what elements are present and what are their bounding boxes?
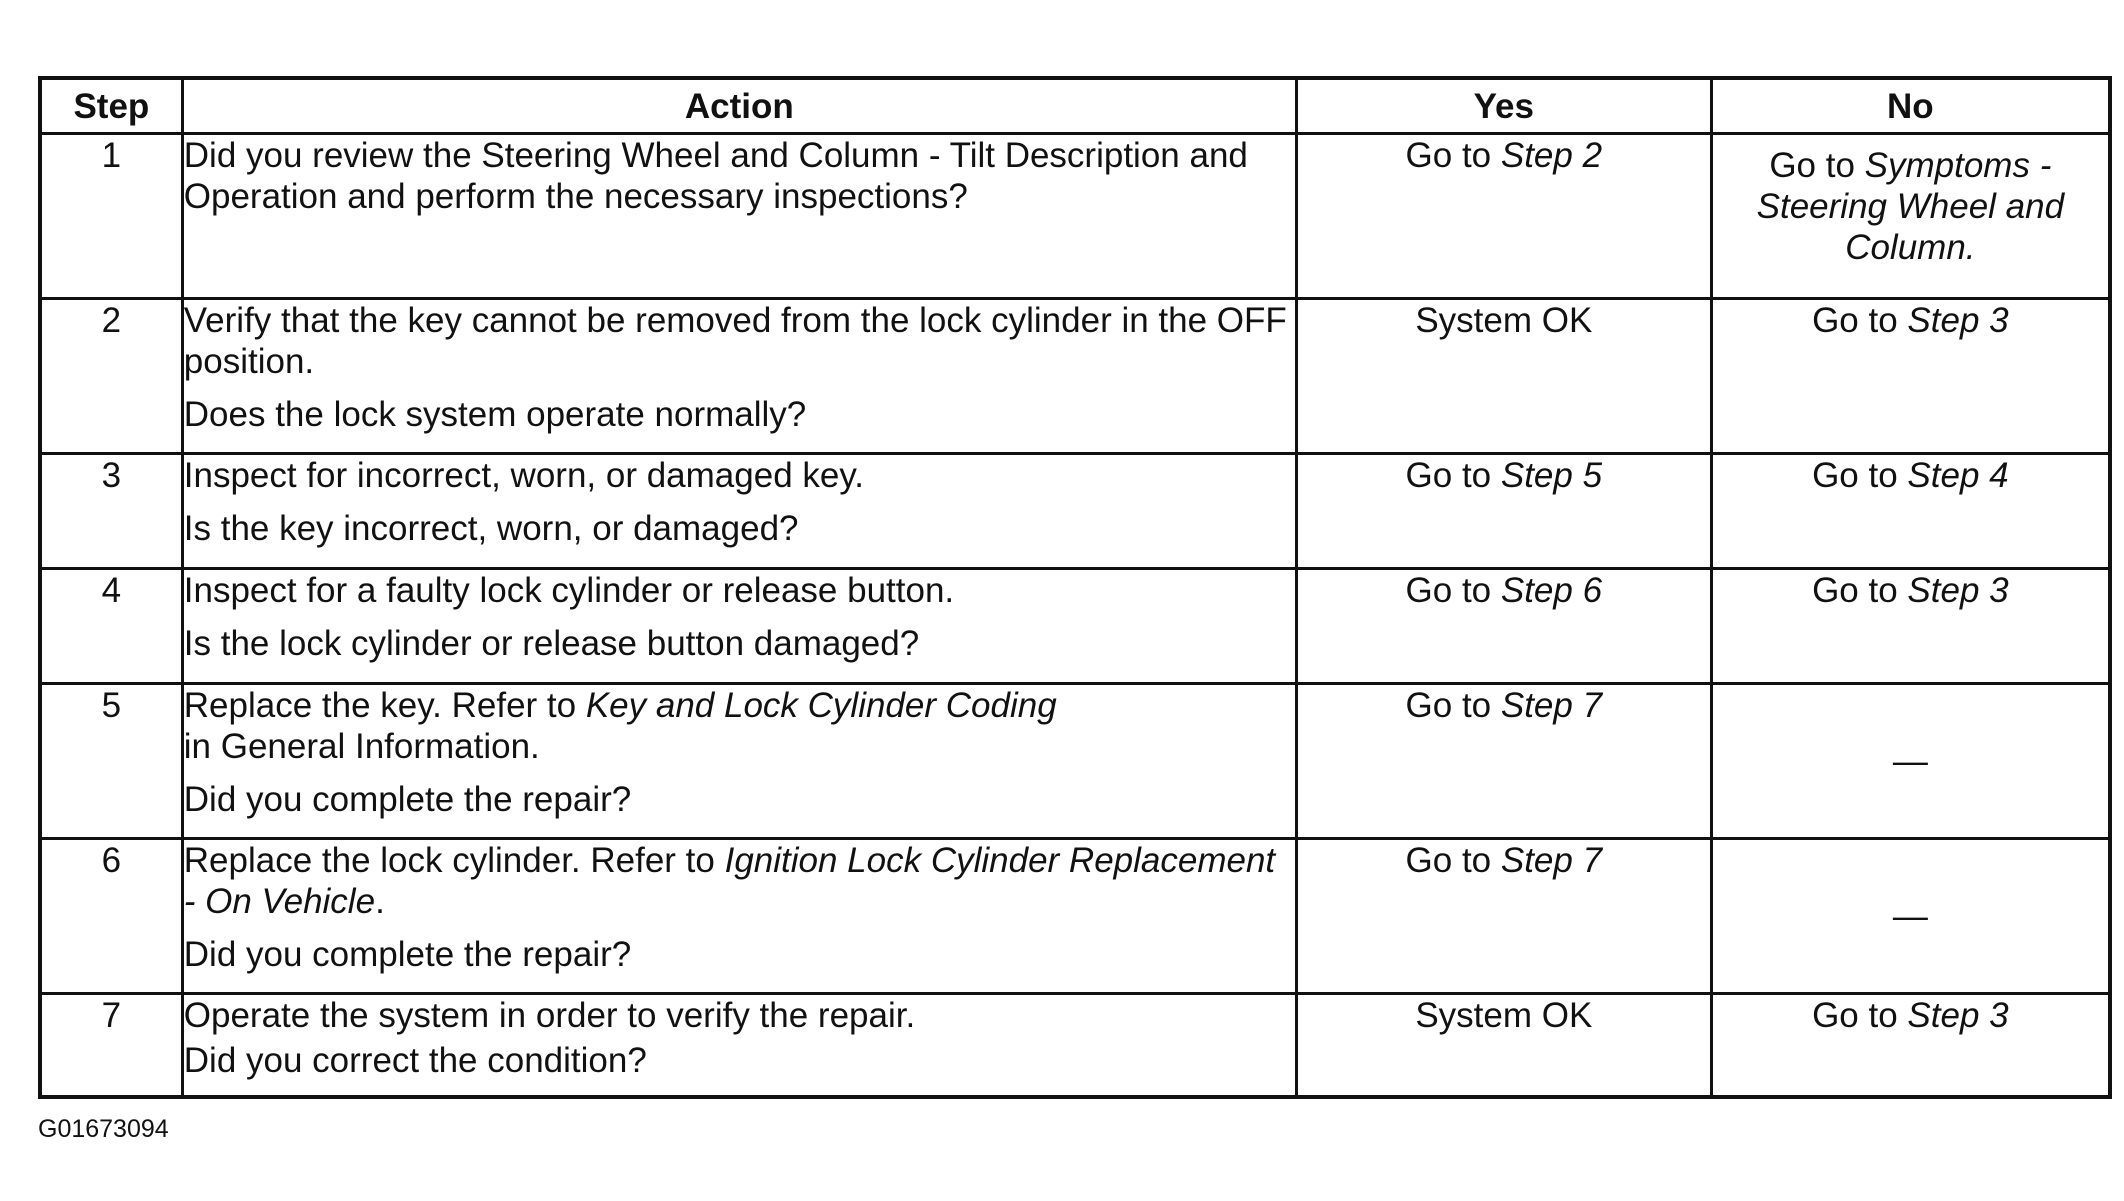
step-number: 4 xyxy=(40,569,182,684)
no-cell xyxy=(1711,569,2110,684)
yes-cell xyxy=(1296,684,1711,839)
action-text: Inspect for incorrect, worn, or damaged key. xyxy=(183,456,864,495)
step-number: 1 xyxy=(40,134,182,299)
yes-cell xyxy=(1296,994,1711,1098)
step-number: 7 xyxy=(40,994,182,1098)
header-step: Step xyxy=(40,78,182,134)
yes-cell xyxy=(1296,134,1711,299)
table-row xyxy=(40,994,2110,1098)
no-cell xyxy=(1711,994,2110,1098)
action-cell xyxy=(182,134,1296,299)
yes-step-link[interactable]: Step 2 xyxy=(1500,136,1603,175)
no-cell xyxy=(1711,684,2110,839)
action-text: Verify that the key cannot be removed from the lock cylinder in the OFF position. xyxy=(183,301,1287,381)
action-text: Replace the lock cylinder. Refer to xyxy=(183,841,725,880)
yes-step-link[interactable]: Step 7 xyxy=(1500,841,1603,880)
action-cell xyxy=(182,684,1296,839)
yes-step-link[interactable]: Step 7 xyxy=(1500,686,1603,725)
action-cell xyxy=(182,454,1296,569)
no-cell xyxy=(1711,134,2110,299)
figure-id: G01673094 xyxy=(38,1115,169,1143)
yes-prefix: Go to xyxy=(1405,456,1501,495)
yes-cell xyxy=(1296,299,1711,454)
yes-prefix: Go to xyxy=(1405,686,1501,725)
table-header-row xyxy=(40,78,2110,134)
action-text: . xyxy=(375,882,385,921)
action-instruction xyxy=(184,995,1295,1036)
action-text: Replace the key. Refer to xyxy=(183,686,586,725)
no-symptoms-link[interactable]: Symptoms - Steering Wheel and Column. xyxy=(1756,146,2065,267)
diagnostic-table xyxy=(38,76,2112,1099)
action-instruction xyxy=(184,840,1295,922)
action-instruction xyxy=(184,685,1295,767)
yes-cell xyxy=(1296,839,1711,994)
action-text: Did you review the Steering Wheel and Column - Tilt Description and Operation and perform the necessary inspections? xyxy=(183,136,1248,216)
action-instruction xyxy=(184,300,1295,382)
table-row xyxy=(40,569,2110,684)
table-row xyxy=(40,454,2110,569)
no-step-link[interactable]: Step 3 xyxy=(1907,301,2009,340)
header-no: No xyxy=(1711,78,2110,134)
no-step-link[interactable]: Step 3 xyxy=(1907,571,2009,610)
yes-prefix: Go to xyxy=(1405,841,1501,880)
yes-prefix: Go to xyxy=(1405,136,1501,175)
no-step-link[interactable]: Step 3 xyxy=(1907,996,2009,1035)
step-number: 5 xyxy=(40,684,182,839)
no-prefix: Go to xyxy=(1812,301,1908,340)
no-cell xyxy=(1711,839,2110,994)
no-prefix: Go to xyxy=(1769,146,1865,185)
action-instruction xyxy=(184,135,1295,217)
yes-cell xyxy=(1296,569,1711,684)
action-instruction xyxy=(184,455,1295,496)
no-prefix: Go to xyxy=(1812,996,1908,1035)
step-number: 6 xyxy=(40,839,182,994)
table-row xyxy=(40,839,2110,994)
header-yes: Yes xyxy=(1296,78,1711,134)
action-text: Operate the system in order to verify the repair. xyxy=(183,996,916,1035)
action-instruction xyxy=(184,570,1295,611)
action-cell xyxy=(182,569,1296,684)
action-cell xyxy=(182,994,1296,1098)
reference-link[interactable]: Ignition Lock Cylinder Replacement - On Vehicle xyxy=(183,841,1276,921)
yes-step-link[interactable]: Step 5 xyxy=(1500,456,1603,495)
action-question: Did you complete the repair? xyxy=(183,935,632,974)
no-prefix: Go to xyxy=(1812,571,1908,610)
action-text: Inspect for a faulty lock cylinder or release button. xyxy=(183,571,955,610)
yes-prefix: System OK xyxy=(1415,996,1593,1035)
yes-cell xyxy=(1296,454,1711,569)
step-number: 3 xyxy=(40,454,182,569)
step-number: 2 xyxy=(40,299,182,454)
action-question: Is the lock cylinder or release button damaged? xyxy=(183,624,920,663)
no-cell xyxy=(1711,299,2110,454)
no-dash: — xyxy=(1892,896,1928,936)
table-row xyxy=(40,684,2110,839)
reference-link[interactable]: Key and Lock Cylinder Coding xyxy=(585,686,1057,725)
table-row xyxy=(40,299,2110,454)
action-cell xyxy=(182,839,1296,994)
yes-prefix: Go to xyxy=(1405,571,1501,610)
no-step-link[interactable]: Step 4 xyxy=(1907,456,2009,495)
no-prefix: Go to xyxy=(1812,456,1908,495)
action-cell xyxy=(182,299,1296,454)
action-question: Is the key incorrect, worn, or damaged? xyxy=(183,509,799,548)
no-dash: — xyxy=(1892,741,1928,781)
action-question: Does the lock system operate normally? xyxy=(183,395,807,434)
action-text: in General Information. xyxy=(183,727,540,766)
yes-step-link[interactable]: Step 6 xyxy=(1500,571,1603,610)
no-cell xyxy=(1711,454,2110,569)
header-action: Action xyxy=(182,78,1296,134)
yes-prefix: System OK xyxy=(1415,301,1593,340)
action-question: Did you complete the repair? xyxy=(183,780,632,819)
table-row xyxy=(40,134,2110,299)
action-question: Did you correct the condition? xyxy=(183,1041,647,1080)
